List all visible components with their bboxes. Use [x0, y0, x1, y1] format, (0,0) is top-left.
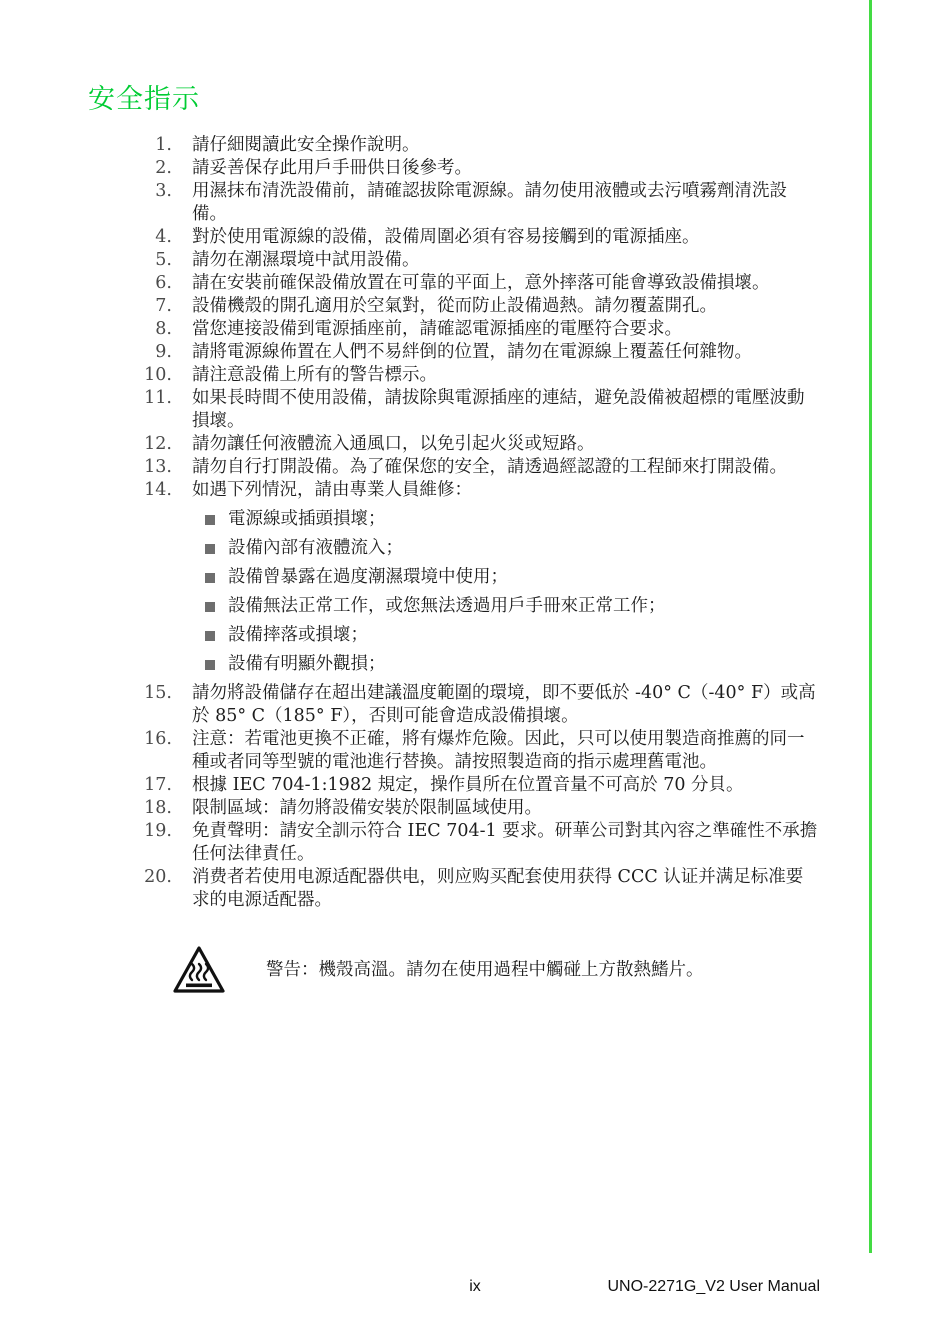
item-text — [192, 774, 820, 797]
sub-bullet-list — [205, 508, 820, 676]
item-text — [192, 318, 820, 341]
list-item — [88, 387, 828, 433]
item-text-line: 注意：若電池更換不正確，將有爆炸危險。因此，只可以使用製造商推薦的同一種或者同等型號的電池進行替換。請按照製造商的指示處理舊電池。 — [192, 729, 805, 772]
item-text — [192, 295, 820, 318]
square-bullet-icon — [205, 515, 215, 525]
item-number: 8. — [155, 319, 172, 339]
item-text-line: 請在安裝前確保設備放置在可靠的平面上，意外摔落可能會導致設備損壞。 — [192, 273, 770, 293]
page-title: 安全指示 — [88, 84, 200, 115]
item-text-line: 請勿自行打開設備。為了確保您的安全，請透過經認證的工程師來打開設備。 — [192, 457, 787, 477]
item-text-line: 限制區域：請勿將設備安裝於限制區域使用。 — [192, 798, 542, 818]
hot-surface-warning-icon — [172, 944, 226, 996]
item-text — [192, 157, 820, 180]
item-number: 10. — [144, 365, 172, 385]
bullet-text: 電源線或插頭損壞； — [228, 509, 386, 529]
item-number: 9. — [155, 342, 172, 362]
accent-line — [869, 0, 872, 1253]
list-item — [88, 866, 828, 912]
list-item — [88, 820, 828, 866]
item-number: 4. — [155, 227, 172, 247]
item-text — [192, 797, 820, 820]
item-text-line: 請注意設備上所有的警告標示。 — [192, 365, 437, 385]
square-bullet-icon — [205, 631, 215, 641]
bullet-text: 設備無法正常工作，或您無法透過用戶手冊來正常工作； — [228, 596, 666, 616]
item-text — [192, 341, 820, 364]
bullet-text: 設備有明顯外觀損； — [228, 654, 386, 674]
square-bullet-icon — [205, 573, 215, 583]
list-item — [88, 456, 828, 479]
list-item — [88, 226, 828, 249]
list-item — [88, 295, 828, 318]
item-text — [192, 728, 820, 774]
item-text — [192, 387, 820, 433]
item-text — [192, 866, 820, 912]
list-item — [88, 797, 828, 820]
item-text-line: 設備機殼的開孔適用於空氣對，從而防止設備過熱。請勿覆蓋開孔。 — [192, 296, 717, 316]
item-text-line: 請勿將設備儲存在超出建議溫度範圍的環境，即不要低於 -40° C（-40° F）或高於 85° C（185° F），否則可能會造成設備損壞。 — [192, 683, 816, 726]
item-number: 15. — [144, 683, 172, 703]
item-number: 1. — [155, 135, 172, 155]
item-number: 6. — [155, 273, 172, 293]
bullet-text: 設備摔落或損壞； — [228, 625, 368, 645]
bullet-text: 設備曾暴露在過度潮濕環境中使用； — [228, 567, 508, 587]
bullet-item — [205, 653, 820, 676]
list-item — [88, 249, 828, 272]
item-text-line: 如果長時間不使用設備，請拔除與電源插座的連結，避免設備被超標的電壓波動損壞。 — [192, 388, 805, 431]
warning-text: 警告：機殼高溫。請勿在使用過程中觸碰上方散熱鰭片。 — [266, 959, 704, 980]
item-text-line: 請勿在潮濕環境中試用設備。 — [192, 250, 420, 270]
item-number: 14. — [144, 480, 172, 500]
square-bullet-icon — [205, 660, 215, 670]
item-number: 13. — [144, 457, 172, 477]
item-number: 12. — [144, 434, 172, 454]
list-item — [88, 728, 828, 774]
list-item — [88, 341, 828, 364]
item-text — [192, 272, 820, 295]
item-number: 17. — [144, 775, 172, 795]
item-text — [192, 226, 820, 249]
bullet-item — [205, 508, 820, 531]
item-text-line: 當您連接設備到電源插座前，請確認電源插座的電壓符合要求。 — [192, 319, 682, 339]
bullet-item — [205, 566, 820, 589]
safety-instructions-list — [88, 134, 828, 912]
item-text — [192, 249, 820, 272]
list-item — [88, 774, 828, 797]
item-text — [192, 364, 820, 387]
bullet-item — [205, 624, 820, 647]
item-text-line: 請將電源線佈置在人們不易絆倒的位置，請勿在電源線上覆蓋任何雜物。 — [192, 342, 752, 362]
item-text-line: 如遇下列情況，請由專業人員維修： — [192, 480, 472, 500]
item-text-line: 免責聲明：請安全訓示符合 IEC 704-1 要求。研華公司對其內容之準確性不承擔任何法律責任。 — [192, 821, 818, 864]
item-text — [192, 456, 820, 479]
item-text — [192, 134, 820, 157]
item-number: 2. — [155, 158, 172, 178]
item-text-line: 請妥善保存此用戶手冊供日後參考。 — [192, 158, 472, 178]
list-item — [88, 134, 828, 157]
square-bullet-icon — [205, 602, 215, 612]
item-number: 3. — [155, 181, 172, 201]
item-number: 5. — [155, 250, 172, 270]
item-text — [192, 433, 820, 456]
list-item — [88, 479, 828, 682]
item-number: 19. — [144, 821, 172, 841]
item-text-line: 對於使用電源線的設備，設備周圍必須有容易接觸到的電源插座。 — [192, 227, 700, 247]
warning-note — [172, 944, 828, 996]
item-text — [192, 479, 820, 682]
item-text-line: 根據 IEC 704-1:1982 規定，操作員所在位置音量不可高於 70 分貝。 — [192, 775, 744, 795]
list-item — [88, 272, 828, 295]
list-item — [88, 682, 828, 728]
item-number: 11. — [144, 388, 172, 408]
item-text — [192, 682, 820, 728]
list-item — [88, 180, 828, 226]
page-content — [88, 84, 828, 996]
bullet-item — [205, 595, 820, 618]
footer-page-number: ix — [469, 1278, 481, 1295]
bullet-text: 設備內部有液體流入； — [228, 538, 403, 558]
item-number: 7. — [155, 296, 172, 316]
item-number: 20. — [144, 867, 172, 887]
footer-manual-title: UNO-2271G_V2 User Manual — [607, 1278, 820, 1295]
item-text — [192, 180, 820, 226]
list-item — [88, 157, 828, 180]
square-bullet-icon — [205, 544, 215, 554]
item-text-line: 請仔細閱讀此安全操作說明。 — [192, 135, 420, 155]
list-item — [88, 364, 828, 387]
bullet-item — [205, 537, 820, 560]
item-text-line: 請勿讓任何液體流入通風口，以免引起火災或短路。 — [192, 434, 595, 454]
item-number: 18. — [144, 798, 172, 818]
item-text — [192, 820, 820, 866]
item-text-line: 用濕抹布清洗設備前，請確認拔除電源線。請勿使用液體或去污噴霧劑清洗設備。 — [192, 181, 787, 224]
item-number: 16. — [144, 729, 172, 749]
list-item — [88, 433, 828, 456]
list-item — [88, 318, 828, 341]
item-text-line: 消费者若使用电源适配器供电，则应购买配套使用获得 CCC 认证并满足标准要求的电源适配器。 — [192, 867, 804, 910]
